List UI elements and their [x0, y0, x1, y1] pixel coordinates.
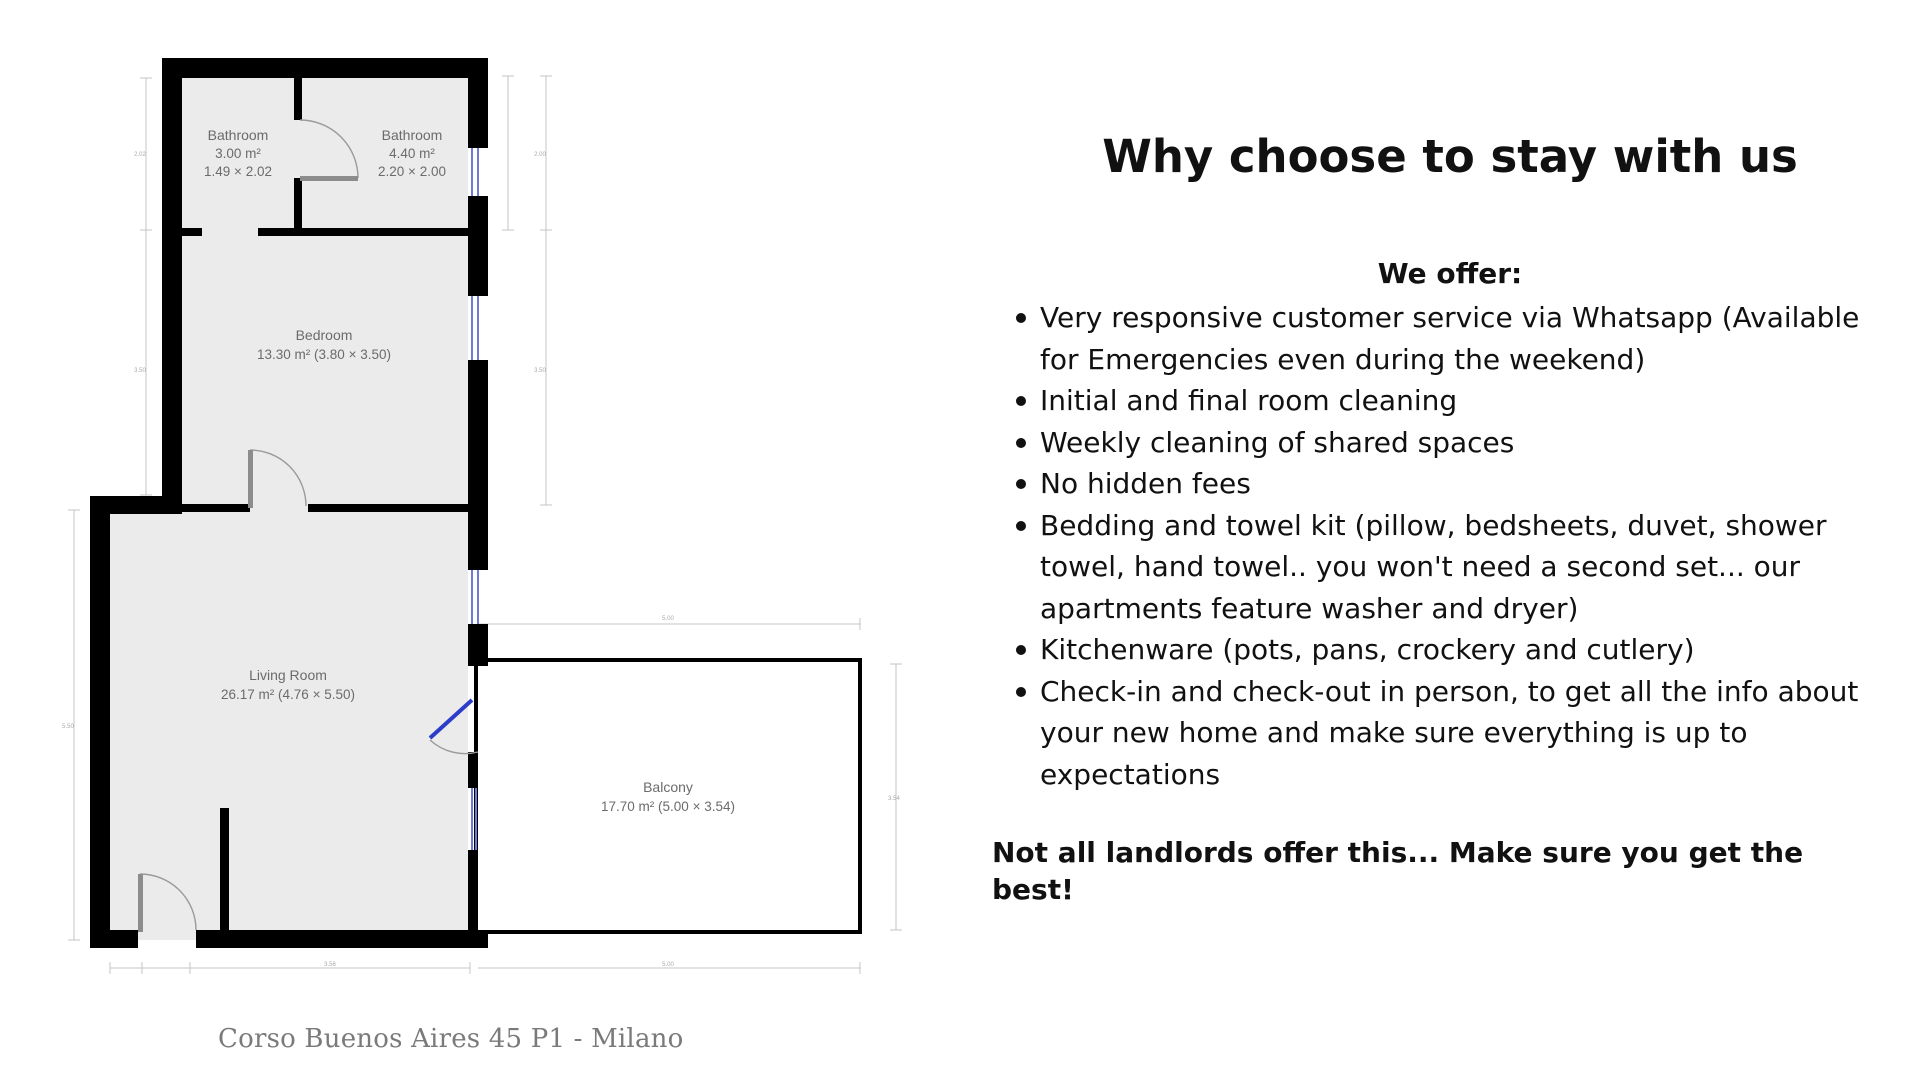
room-area: 3.00 m²	[215, 146, 261, 161]
closing-statement: Not all landlords offer this... Make sure you get the best!	[992, 836, 1804, 906]
room-name: Bedroom	[295, 327, 353, 343]
list-item: Very responsive customer service via Whatsapp (Available for Emergencies even during the weekend)	[1040, 297, 1870, 380]
dimension-text: 5.50	[62, 724, 74, 730]
list-item: Weekly cleaning of shared spaces	[1040, 422, 1870, 464]
balcony-floor	[476, 660, 860, 932]
bathroom-floor	[300, 78, 468, 230]
page-heading: Why choose to stay with us	[1102, 130, 1798, 183]
offer-subheading: We offer:	[1377, 257, 1523, 290]
room-detail: 26.17 m² (4.76 × 5.50)	[221, 687, 355, 702]
room-area: 4.40 m²	[389, 146, 435, 161]
list-item: Bedding and towel kit (pillow, bedsheets, duvet, shower towel, hand towel.. you won't need a second set... our apartments feature washer and dryer)	[1040, 505, 1870, 630]
dimension-text: 2.02	[134, 152, 146, 158]
room-detail: 13.30 m² (3.80 × 3.50)	[257, 347, 391, 362]
dimension-text: 3.50	[534, 368, 546, 374]
list-item: Initial and final room cleaning	[1040, 380, 1870, 422]
dimension-text: 2.00	[534, 152, 546, 158]
info-panel	[990, 130, 1870, 908]
list-item: Check-in and check-out in person, to get all the info about your new home and make sure everything is up to expectations	[1040, 671, 1870, 796]
list-item: No hidden fees	[1040, 463, 1870, 505]
list-item: Kitchenware (pots, pans, crockery and cutlery)	[1040, 629, 1870, 671]
room-name: Living Room	[249, 667, 327, 683]
dimension-text: 3.50	[134, 368, 146, 374]
room-name: Bathroom	[207, 127, 269, 143]
dimension-text: 3.54	[888, 796, 900, 802]
dimension-text: 3.56	[324, 962, 336, 968]
floor-plan	[0, 0, 940, 1000]
room-name: Bathroom	[381, 127, 443, 143]
dimension-text: 5.00	[662, 616, 674, 622]
room-size: 2.20 × 2.00	[378, 164, 446, 179]
room-name: Balcony	[643, 779, 693, 795]
bedroom-floor	[182, 230, 468, 510]
offer-list	[990, 297, 1870, 795]
dimension-text: 5.00	[662, 962, 674, 968]
room-size: 1.49 × 2.02	[204, 164, 272, 179]
living-room-floor	[110, 510, 468, 940]
room-detail: 17.70 m² (5.00 × 3.54)	[601, 799, 735, 814]
address-caption: Corso Buenos Aires 45 P1 - Milano	[218, 1024, 684, 1054]
